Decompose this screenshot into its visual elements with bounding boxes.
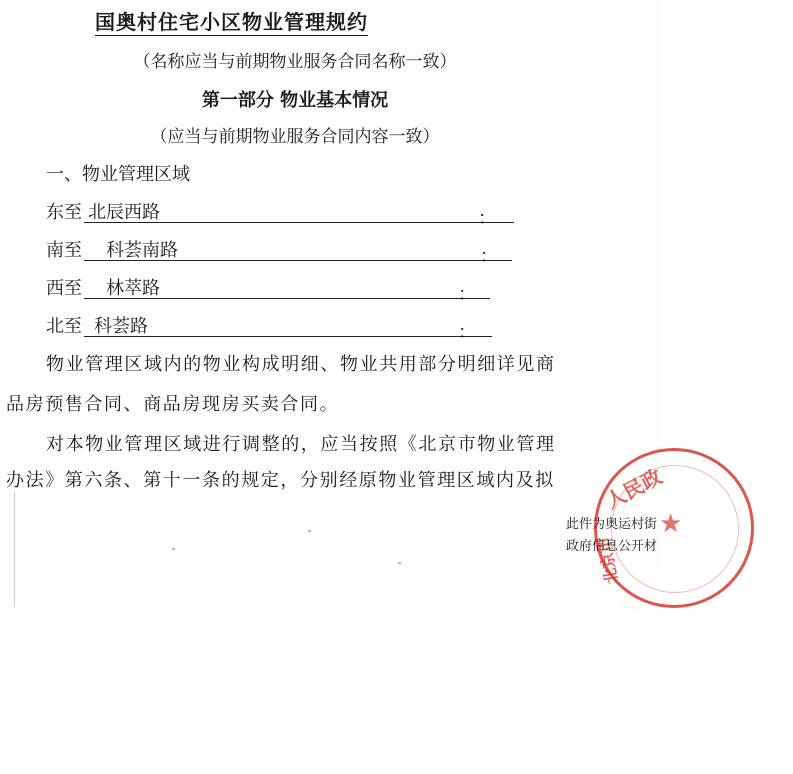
- boundary-colon: ：: [458, 322, 476, 343]
- boundary-west: [46, 274, 476, 305]
- title-note: （名称应当与前期物业服务合同名称一致）: [133, 52, 457, 72]
- part-heading: 第一部分 物业基本情况: [201, 90, 389, 111]
- boundary-colon: ：: [478, 208, 496, 229]
- section-heading: 一、物业管理区域: [46, 164, 190, 185]
- boundary-value: 科荟南路: [84, 236, 512, 261]
- disclosure-note-line-2: 政府信息公开材: [566, 539, 658, 554]
- boundary-direction: 北至: [46, 316, 82, 337]
- boundary-east: [46, 198, 496, 229]
- boundary-value: 北辰西路: [84, 198, 514, 223]
- boundary-value: 林萃路: [84, 274, 490, 299]
- scan-speck: [172, 548, 175, 550]
- scan-speck: [308, 530, 311, 532]
- boundary-direction: 西至: [46, 278, 82, 299]
- boundary-north: [46, 312, 476, 343]
- seal-text: 人民政: [601, 464, 666, 514]
- paragraph-1-line-1: 物业管理区域内的物业构成明细、物业共用部分明细详见商: [46, 354, 556, 375]
- boundary-colon: ：: [480, 246, 498, 267]
- boundary-direction: 南至: [46, 240, 82, 261]
- disclosure-note-line-1: 此件为奥运村街: [566, 517, 658, 532]
- paragraph-1-line-2: 品房预售合同、商品房现房买卖合同。: [6, 394, 340, 415]
- boundary-colon: ：: [458, 284, 476, 305]
- seal-star-icon: ★: [659, 509, 683, 539]
- paragraph-2-line-1: 对本物业管理区域进行调整的，应当按照《北京市物业管理: [46, 434, 556, 455]
- part-note: （应当与前期物业服务合同内容一致）: [150, 127, 440, 147]
- page-edge-shadow: [14, 492, 15, 607]
- document-title: 国奥村住宅小区物业管理规约: [95, 10, 368, 34]
- seal-side-text: 北京市: [594, 535, 622, 586]
- boundary-direction: 东至: [46, 202, 82, 223]
- paragraph-2-line-2: 办法》第六条、第十一条的规定，分别经原物业管理区域内及拟: [6, 470, 555, 491]
- boundary-value: 科荟路: [84, 312, 492, 337]
- boundary-south: [46, 236, 498, 267]
- scan-speck: [398, 562, 401, 564]
